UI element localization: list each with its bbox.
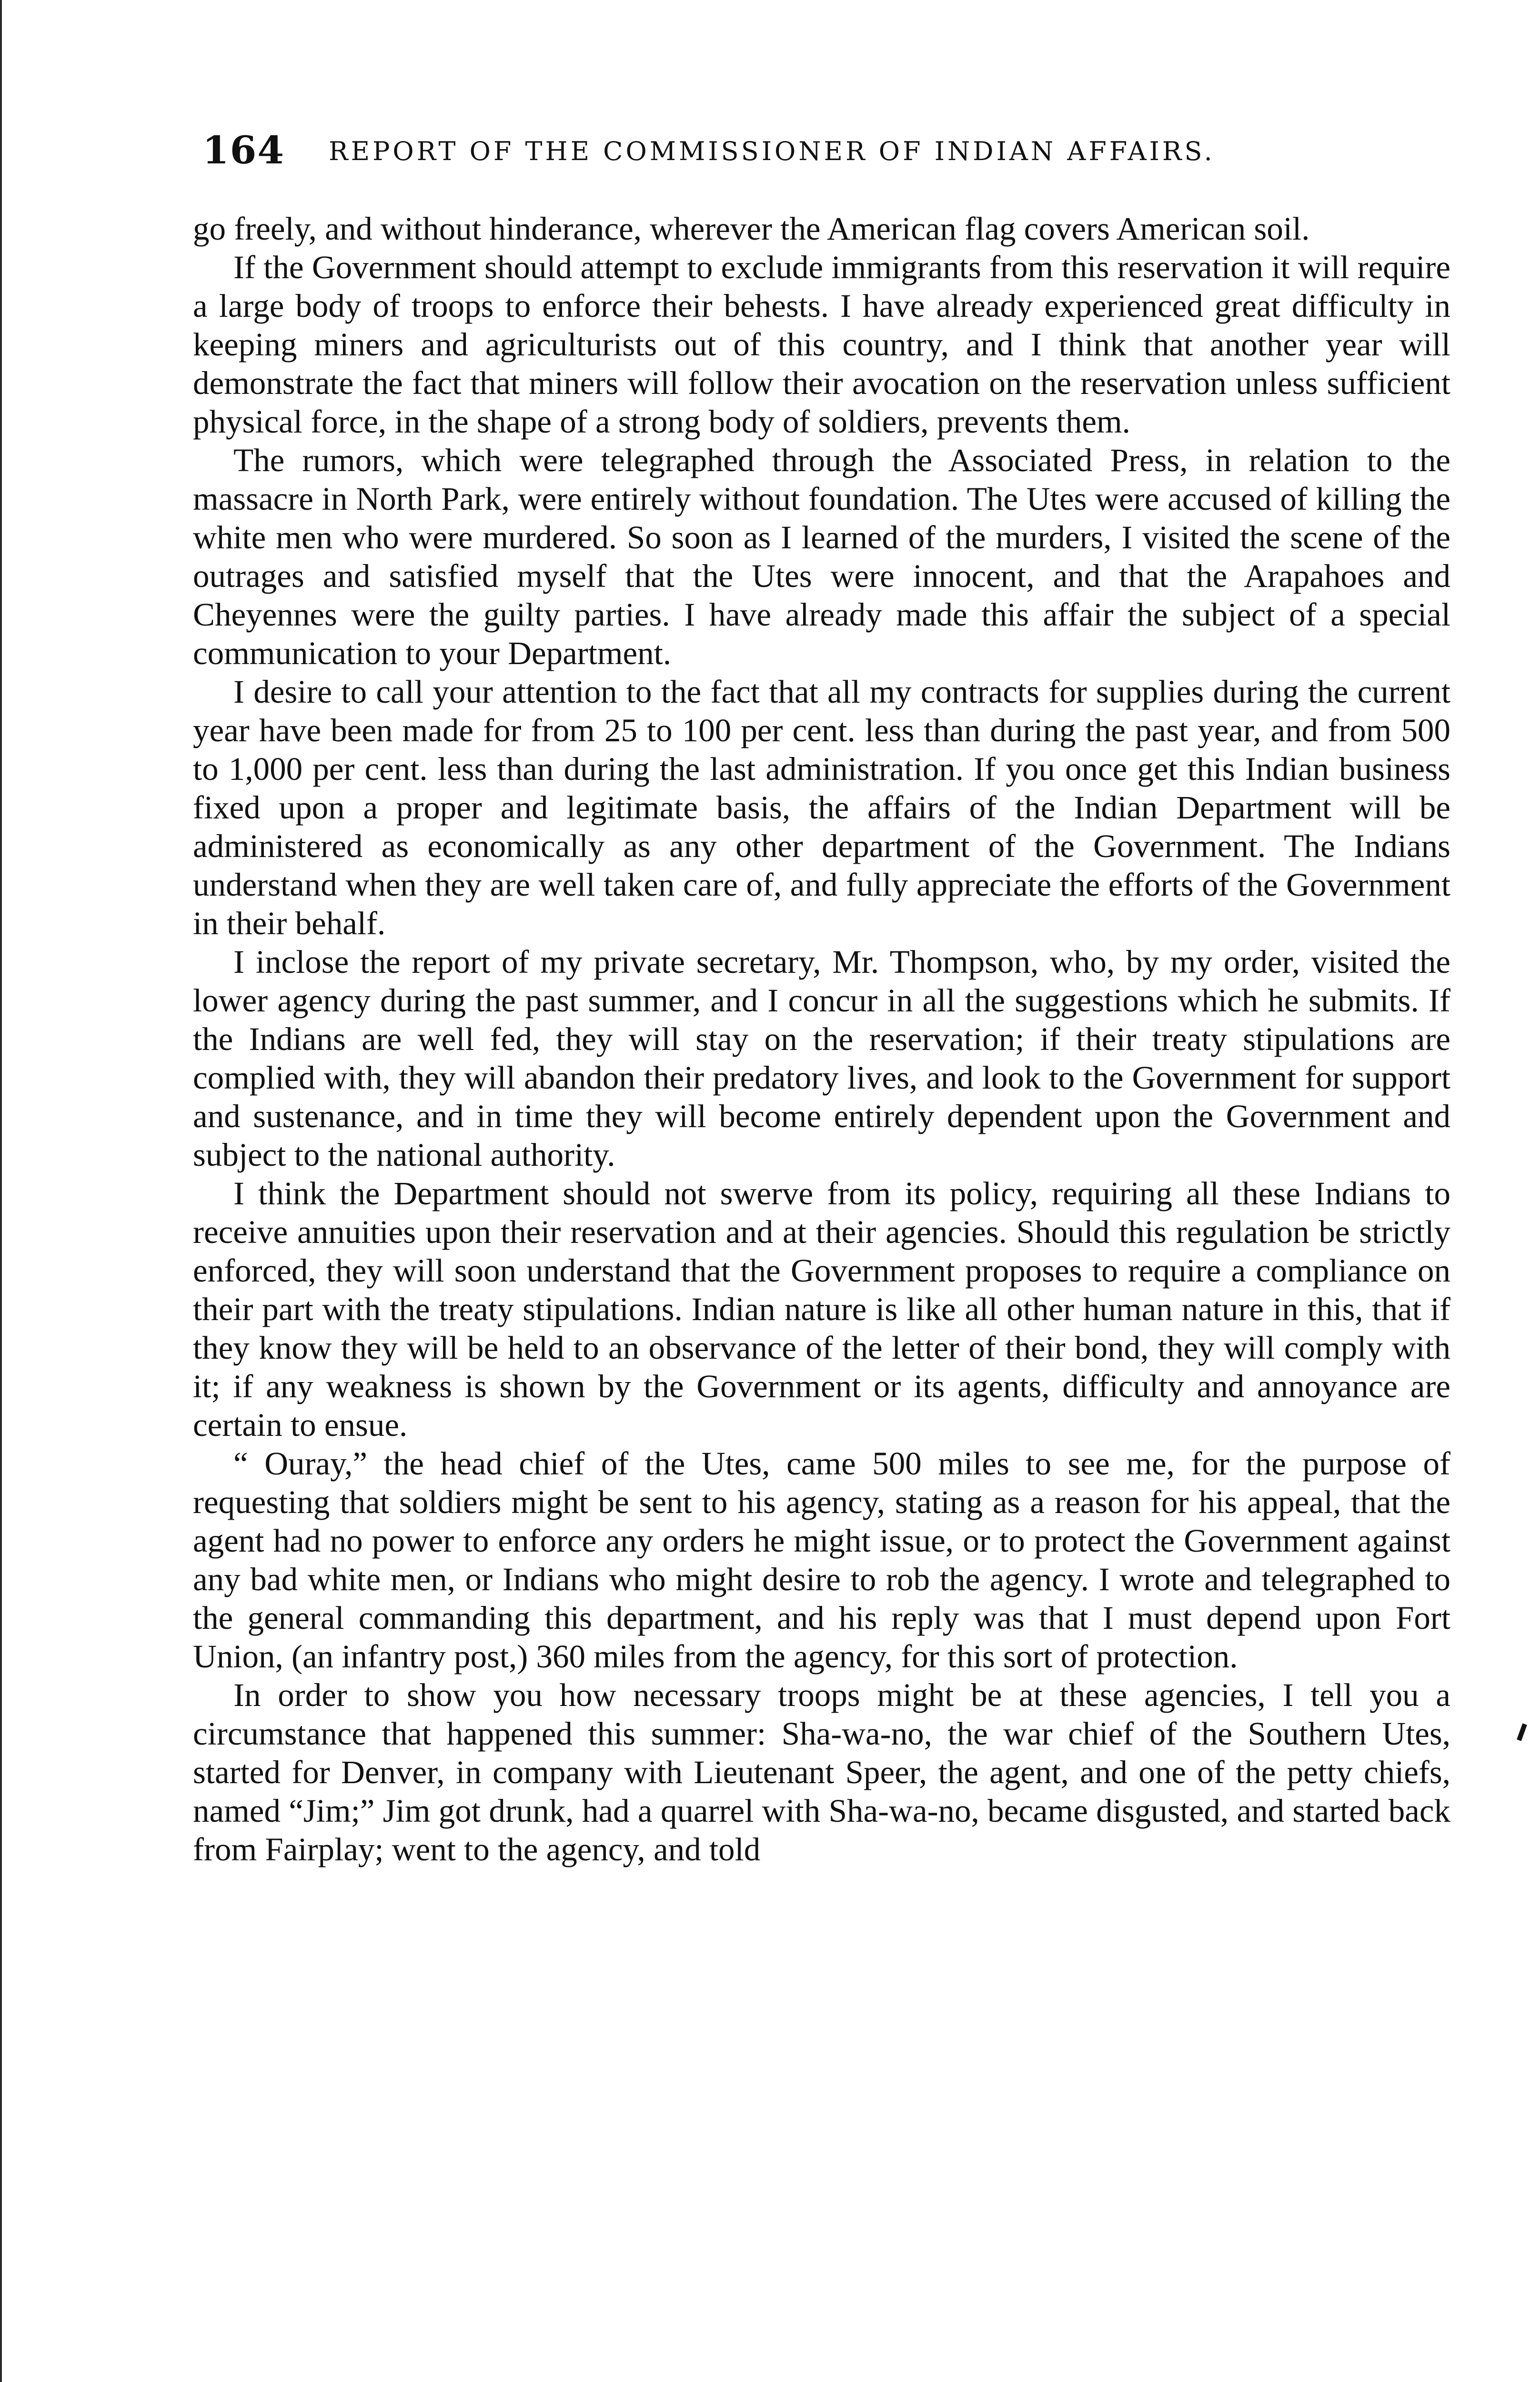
running-title: REPORT OF THE COMMISSIONER OF INDIAN AFFAIRS.: [329, 136, 1215, 166]
paragraph-rumors: The rumors, which were telegraphed through the Associated Press, in relation to the massacre in North Park, were entirely without foundation. The Utes were accused of killing the white men who were murdered. So soon as I learned of the murders, I visited the scene of the outrages and satisfied myself that the Utes were innocent, and that the Arapahoes and Cheyennes were the guilty parties. I have already made this affair the subject of a special communication to your Department.: [193, 442, 1450, 671]
margin-speck: [1517, 1723, 1527, 1741]
paragraph-department-policy: I think the Department should not swerve from its policy, requiring all these Indians to receive annuities upon their reservation and at their agencies. Should this regulation be strictly enforced, they will soon understand that the Government proposes to require a compliance on their part with the treaty stipulations. Indian nature is like all other human nature in this, that if they know they will be held to an observance of the letter of their bond, they will comply with it; if any weakness is shown by the Government or its agents, difficulty and annoyance are certain to ensue.: [193, 1175, 1450, 1443]
paragraph-ouray: “ Ouray,” the head chief of the Utes, came 500 miles to see me, for the purpose of requesting that soldiers might be sent to his agency, stating as a reason for his appeal, that the agent had no power to enforce any orders he might issue, or to protect the Government against any bad white men, or Indians who might desire to rob the agency. I wrote and telegraphed to the general commanding this department, and his reply was that I must depend upon Fort Union, (an infantry post,) 360 miles from the agency, for this sort of protection.: [193, 1445, 1450, 1675]
paragraph-troops-circumstance: In order to show you how necessary troops might be at these agencies, I tell you a circumstance that happened this summer: Sha-wa-no, the war chief of the Southern Utes, started for Denver, in company with Lieutenant Speer, the agent, and one of the petty chiefs, named “Jim;” Jim got drunk, had a quarrel with Sha-wa-no, became disgusted, and started back from Fairplay; went to the agency, and told: [193, 1677, 1450, 1867]
page-header: [202, 128, 1441, 180]
paragraph-contracts: I desire to call your attention to the fact that all my contracts for supplies during the current year have been made for from 25 to 100 per cent. less than during the past year, and from 500 to 1,000 per cent. less than during the last administration. If you once get this Indian business fixed upon a proper and legitimate basis, the affairs of the Indian Department will be administered as economically as any other department of the Government. The Indians understand when they are well taken care of, and fully appreciate the efforts of the Government in their behalf.: [193, 674, 1450, 941]
page-left-edge: [0, 0, 2, 2382]
paragraph-immigrants: If the Government should attempt to exclude immigrants from this reservation it will require a large body of troops to enforce their behests. I have already experienced great difficulty in keeping miners and agriculturists out of this country, and I think that another year will demonstrate the fact that miners will follow their avocation on the reservation unless sufficient physical force, in the shape of a strong body of soldiers, prevents them.: [193, 249, 1450, 440]
paragraph-secretary-report: I inclose the report of my private secretary, Mr. Thompson, who, by my order, visited the lower agency during the past summer, and I concur in all the suggestions which he submits. If the Indians are well fed, they will stay on the reservation; if their treaty stipulations are complied with, they will abandon their predatory lives, and look to the Government for support and sustenance, and in time they will become entirely dependent upon the Government and subject to the national authority.: [193, 944, 1450, 1173]
body-text: [193, 210, 1450, 1869]
page-number: 164: [202, 128, 285, 172]
paragraph-continued: go freely, and without hinderance, wherever the American flag covers American soil.: [193, 211, 1310, 247]
